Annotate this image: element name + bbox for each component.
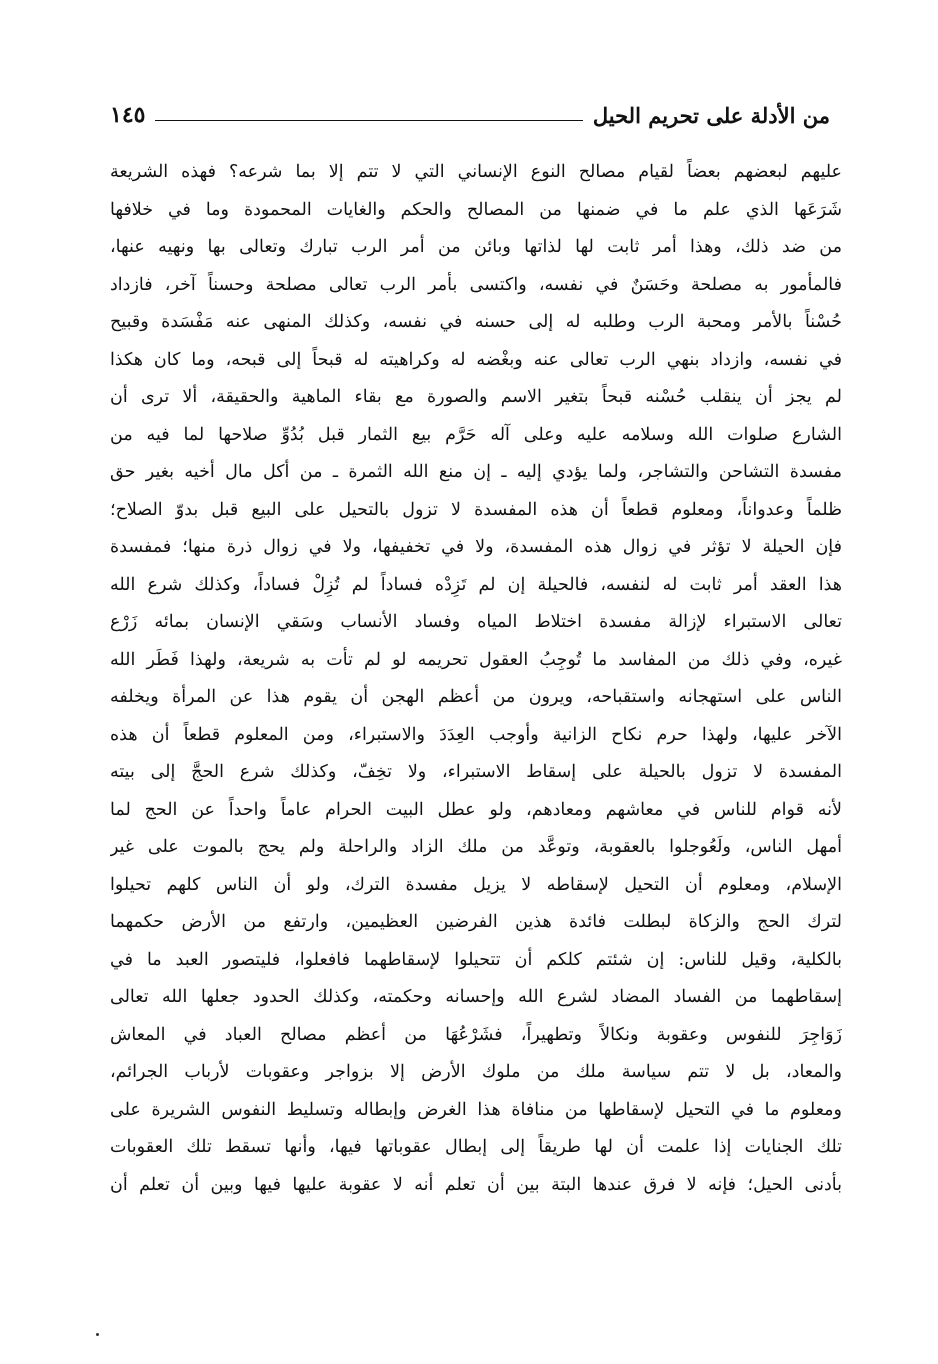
body-text <box>110 154 842 1204</box>
text-line: المفسدة لا تزول بالحيلة على إسقاط الاستبراء، ولا تخِفّ، وكذلك شرع الحجَّ إلى بيته <box>110 762 842 782</box>
text-line: الناس على استهجانه واستقباحه، ويرون من أعظم الهجن أن يقوم هذا عن المرأة ويخلفه <box>110 687 842 707</box>
text-line: فإن الحيلة لا تؤثر في زوال هذه المفسدة، ولا في تخفيفها، ولا في زوال ذرة منها؛ فمفسدة <box>110 537 842 557</box>
text-line: شَرَعَها الذي علم ما في ضمنها من المصالح والحكم والغايات المحمودة وما في خلافها <box>110 199 842 220</box>
text-line: في نفسه، وازداد بنهي الرب تعالى عنه وبغْضه له وكراهيته له قبحاً إلى قبحه، وما كان هكذا <box>110 349 842 370</box>
text-line: ظلماً وعدواناً، ومعلوم قطعاً أن هذه المفسدة لا تزول بالتحيل على البيع قبل بدوّ الصلاح؛ <box>110 499 842 520</box>
text-line: هذا العقد أمر ثابت له لنفسه، فالحيلة إن لم تَزِدْه فساداً لم تُزِلْ فساداً، وكذلك شرع الله <box>110 574 842 595</box>
text-line: ومعلوم ما في التحيل لإسقاطها من منافاة هذا الغرض وإبطاله وتسليط النفوس الشريرة على <box>110 1099 842 1120</box>
text-line: لم يجز أن ينقلب حُسْنه قبحاً بتغير الاسم والصورة مع بقاء الماهية والحقيقة، ألا ترى أن <box>110 387 842 407</box>
text-line: والمعاد، بل لا تتم سياسة ملك من ملوك الأرض إلا بزواجر وعقوبات لأرباب الجرائم، <box>110 1062 842 1082</box>
text-line: الآخر عليها، ولهذا حرم نكاح الزانية وأوجب العِدَدَ والاستبراء، ومن المعلوم قطعاً أن هذه <box>110 724 842 745</box>
text-line: تعالى الاستبراء لإزالة مفسدة اختلاط المياه وفساد الأنساب وسَقي الإنسان بمائه زَرْع <box>110 612 842 632</box>
text-line: الإسلام، ومعلوم أن التحيل لإسقاطه لا يزيل مفسدة الترك، ولو أن الناس كلهم تحيلوا <box>110 874 842 895</box>
page-number: ١٤٥ <box>110 102 146 128</box>
text-line: عليهم لبعضهم بعضاً لقيام مصالح النوع الإنساني التي لا تتم إلا بما شرعه؟ فهذه الشريعة <box>110 162 842 182</box>
header-rule <box>155 120 582 121</box>
text-line: لترك الحج والزكاة لبطلت فائدة هذين الفرضين العظيمين، وارتفع من الأرض حكمهما <box>110 912 842 932</box>
text-line: بأدنى الحيل؛ فإنه لا فرق عندها البتة بين أن تعلم أنه لا عقوبة عليها فيها وبين أن تعلم أن <box>110 1174 842 1195</box>
chapter-title: من الأدلة على تحريم الحيل <box>592 102 830 128</box>
text-line: من ضد ذلك، وهذا أمر ثابت لها لذاتها وبائن من أمر الرب تبارك وتعالى بها ونهيه عنها، <box>110 237 842 257</box>
text-line: مفسدة التشاحن والتشاجر، ولما يؤدي إليه ـ إن منع الله الثمرة ـ من أكل مال أخيه بغير حق <box>110 462 842 482</box>
text-line: لأنه قوام للناس في معاشهم ومعادهم، ولو عطل البيت الحرام عاماً واحداً عن الحج لما <box>110 799 842 820</box>
text-line: زَوَاجِرَ للنفوس وعقوبة ونكالاً وتطهيراً، فشَرْعُهَا من أعظم مصالح العباد في المعاش <box>110 1024 842 1045</box>
stray-dot <box>96 1333 99 1336</box>
text-line: إسقاطهما من الفساد المضاد لشرع الله وإحسانه وحكمته، وكذلك الحدود جعلها الله تعالى <box>110 987 842 1007</box>
text-line: حُسْناً بالأمر ومحبة الرب وطلبه له إلى حسنه في نفسه، وكذلك المنهى عنه مَفْسَدة وقبيح <box>110 312 842 332</box>
text-line: بالكلية، وقيل للناس: إن شئتم كلكم أن تتحيلوا لإسقاطهما فافعلوا، فليتصور العبد ما في <box>110 949 842 970</box>
running-header <box>110 98 830 132</box>
text-line: تلك الجنايات إذا علمت أن لها طريقاً إلى إبطال عقوباتها فيها، وأنها تسقط تلك العقوبات <box>110 1137 842 1157</box>
text-line: غيره، وفي ذلك من المفاسد ما تُوجِبُ العقول تحريمه لو لم تأت به شريعة، ولهذا فَطَر الله <box>110 649 842 670</box>
text-line: فالمأمور به مصلحة وحَسَنٌ في نفسه، واكتسى بأمر الرب تعالى مصلحة وحسناً آخر، فازداد <box>110 274 842 295</box>
text-line: الشارع صلوات الله وسلامه عليه وعلى آله حَرَّم بيع الثمار قبل بُدُوِّ صلاحها لما فيه من <box>110 424 842 445</box>
text-line: أمهل الناس، ولَعُوجلوا بالعقوبة، وتوعَّد من ملك الزاد والراحلة ولم يحج بالموت على غير <box>110 837 842 857</box>
